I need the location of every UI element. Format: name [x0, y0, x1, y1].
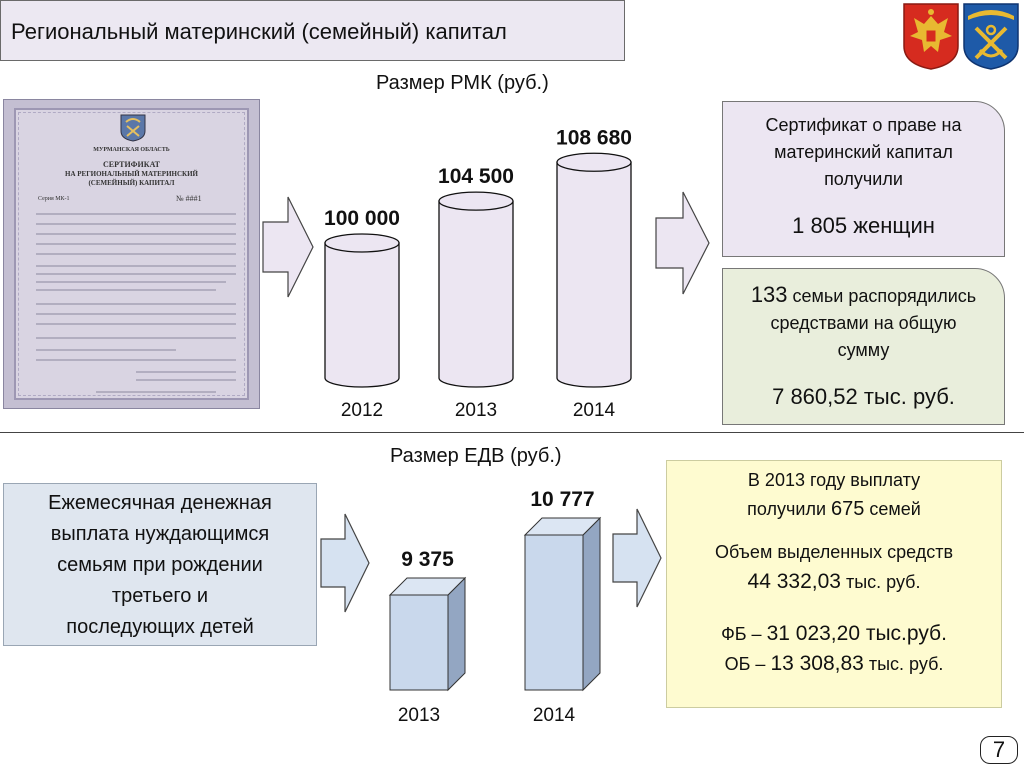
- arrow-right-icon: [612, 508, 662, 608]
- arrow-right-icon: [262, 196, 314, 298]
- edv-year-label: 2013: [397, 705, 441, 726]
- panel-line: получили: [824, 169, 903, 189]
- edv-bar-2014: [525, 518, 600, 690]
- ob-prefix: ОБ –: [724, 654, 771, 674]
- fb-sum: 31 023,20 тыс.руб.: [766, 622, 947, 645]
- rmk-bar-2013: [439, 192, 513, 387]
- edv-box-chart: [380, 487, 620, 730]
- certificate-text-lines: [36, 210, 236, 398]
- page-title: Региональный материнский (семейный) капитал: [11, 19, 507, 44]
- panel-line: Ежемесячная денежная: [48, 492, 272, 514]
- certificate-heading-3: (СЕМЕЙНЫЙ) КАПИТАЛ: [88, 179, 175, 187]
- edv-value-label: 10 777: [530, 487, 595, 511]
- page-number-badge: [980, 736, 1018, 764]
- panel-line: материнский капитал: [774, 142, 953, 162]
- rmk-bar-2012: [325, 234, 399, 387]
- edv-description-panel: [3, 483, 317, 646]
- panel-line: [667, 567, 1001, 597]
- rmk-value-label: 100 000: [324, 207, 400, 230]
- panel-line: выплата нуждающимся: [50, 523, 270, 545]
- rmk-year-label: 2014: [572, 400, 616, 421]
- certificate-emblem-icon: [120, 114, 146, 142]
- panel-line: [667, 649, 1001, 679]
- ob-unit: тыс. руб.: [863, 654, 944, 674]
- panel-line: последующих детей: [66, 616, 254, 638]
- panel-line: Сертификат о праве на: [765, 115, 962, 135]
- panel-line: средствами на общую: [770, 313, 957, 333]
- edv-section-title: Размер ЕДВ (руб.): [390, 445, 562, 467]
- panel-line: [667, 619, 1001, 649]
- panel-line: Объем выделенных средств: [714, 542, 954, 562]
- page-number: 7: [992, 737, 1006, 762]
- certificate-series: Серия МК-1: [38, 196, 70, 202]
- edv-year-label: 2014: [532, 705, 576, 726]
- certificate-number: № ###1: [176, 194, 202, 203]
- certificate-region: МУРМАНСКАЯ ОБЛАСТЬ: [93, 147, 170, 153]
- title-box: [0, 0, 625, 61]
- families-count: 133: [750, 282, 788, 307]
- edv-info-panel: [666, 460, 1002, 708]
- panel-line-rest: семьи распорядились: [787, 286, 977, 306]
- total-sum: 7 860,52 тыс. руб.: [772, 384, 955, 409]
- rmk-value-label: 104 500: [438, 165, 514, 189]
- edv-bar-2013: [390, 578, 465, 690]
- funds-used-panel: [722, 268, 1005, 425]
- rmk-year-label: 2013: [454, 400, 498, 421]
- panel-line: сумму: [837, 340, 890, 360]
- certificate-heading-2: НА РЕГИОНАЛЬНЫЙ МАТЕРИНСКИЙ: [65, 170, 198, 178]
- arrow-right-icon: [655, 191, 710, 295]
- panel-line: семьям при рождении: [57, 554, 263, 576]
- panel-line: В 2013 году выплату: [747, 470, 921, 490]
- panel-line: [723, 281, 1004, 310]
- russia-coat-of-arms: [902, 2, 960, 70]
- russia-eagle-icon: [902, 2, 960, 70]
- rmk-bar-2014: [557, 153, 631, 387]
- rmk-cylinder-chart: [320, 126, 650, 430]
- rmk-value-label: 108 680: [556, 126, 632, 150]
- certificates-info-panel: [722, 101, 1005, 257]
- ob-sum: 13 308,83: [770, 652, 864, 675]
- section-divider: [0, 432, 1024, 433]
- certificate-image: [3, 99, 260, 409]
- murmansk-coat-of-arms: [962, 2, 1020, 70]
- families-count: 675: [831, 498, 865, 520]
- edv-value-label: 9 375: [401, 548, 454, 571]
- women-count: 1 805 женщин: [792, 213, 935, 238]
- panel-line: [667, 495, 1001, 524]
- panel-line-end: семей: [864, 499, 921, 519]
- fb-prefix: ФБ –: [721, 624, 767, 644]
- arrow-right-icon: [320, 513, 370, 613]
- certificate-heading-1: СЕРТИФИКАТ: [103, 160, 160, 169]
- panel-line: третьего и: [111, 585, 209, 607]
- anchor-hammer-icon: [962, 2, 1020, 70]
- allocated-sum: 44 332,03: [747, 570, 841, 593]
- panel-line-start: получили: [747, 499, 832, 519]
- sum-unit: тыс. руб.: [840, 572, 921, 592]
- rmk-section-title: Размер РМК (руб.): [376, 72, 549, 94]
- rmk-year-label: 2012: [340, 400, 384, 421]
